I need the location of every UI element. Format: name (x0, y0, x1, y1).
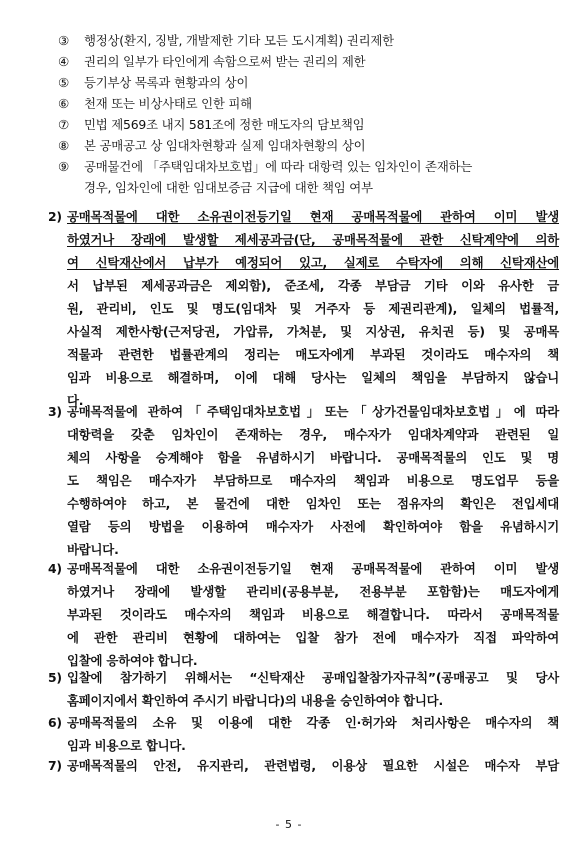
paragraph-line: 공매목적물의 안전, 유지관리, 관련법령, 이용상 필요한 시설은 매수자 부담 (67, 758, 559, 773)
list-item (58, 156, 558, 177)
paragraph-number: 3) (48, 404, 62, 419)
paragraph-line-text: 여 신탁재산에서 납부가 예정되어 있고, 실제로 수탁자에 의해 신탁재산에 (67, 255, 559, 270)
paragraph-line: 원, 관리비, 인도 및 명도(임대차 및 거주자 등 제권리관계), 일체의 법률적, (67, 301, 559, 316)
paragraph-line: 사실적 제한사항(근저당권, 가압류, 가처분, 및 지상권, 유치권 등) 및 공매목 (67, 324, 559, 339)
paragraph-line: 홈페이지에서 확인하여 주시기 바랍니다)의 내용을 승인하여야 합니다. (67, 693, 443, 708)
paragraph-line: 임과 비용으로 합니다. (67, 738, 186, 753)
item-text: 등기부상 목록과 현황과의 상이 (84, 75, 249, 90)
paragraph-line: 공매목적물의 소유 및 이용에 대한 각종 인·허가와 처리사항은 매수자의 책 (67, 715, 559, 730)
item-number: ⑤ (58, 75, 70, 90)
paragraph-line: 바랍니다. (67, 542, 119, 557)
paragraph-line (67, 274, 559, 297)
paragraph-line: 대항력을 갖춘 임차인이 존재하는 경우, 매수자가 임대차계약과 관련된 일 (67, 427, 559, 442)
paragraph-line-text: 서 납부된 제세공과금은 제외함), 준조세, 각종 부담금 기타 이와 유사한 금 (67, 278, 559, 293)
item-text: 본 공매공고 상 임대차현황과 실제 임대차현황의 상이 (84, 138, 366, 153)
paragraph-line: 하였거나 장래에 발생할 관리비(공용부분, 전용부분 포함함)는 매도자에게 (67, 584, 559, 599)
item-number: ⑥ (58, 96, 70, 111)
paragraph-line: 입찰에 참가하기 위해서는 “신탁재산 공매입찰참가자규칙”(공매공고 및 당사 (67, 670, 559, 685)
list-item (58, 51, 558, 72)
paragraph-line: 다. (67, 393, 84, 408)
item-number: ③ (58, 33, 70, 48)
paragraph-line (67, 228, 559, 251)
paragraph-line: 임과 비용으로 해결하며, 이에 대해 당사는 일체의 책임을 부담하지 않습니 (67, 370, 559, 385)
paragraph-number: 4) (48, 561, 62, 576)
paragraph-number: 5) (48, 670, 62, 685)
item-number: ⑦ (58, 117, 70, 132)
item-text-continued: 경우, 임차인에 대한 임대보증금 지급에 대한 책임 여부 (84, 180, 373, 195)
paragraph-line-text: 하였거나 장래에 발생할 제세공과금(단, 공매목적물에 관한 신탁계약에 의하 (67, 232, 559, 247)
page-number: - 5 - (275, 818, 303, 831)
item-text: 행정상(환지, 징발, 개발제한 기타 모든 도시계획) 권리제한 (84, 33, 394, 48)
item-number: ⑨ (58, 159, 70, 174)
paragraph-line: 부과된 것이라도 매수자의 책임과 비용으로 해결합니다. 따라서 공매목적물 (67, 607, 559, 622)
item-text: 천재 또는 비상사태로 인한 피해 (84, 96, 252, 111)
paragraph-line: 적물과 관련한 법률관계의 정리는 매도자에게 부과된 것이라도 매수자의 책 (67, 347, 559, 362)
paragraph-line: 공매목적물에 대한 소유권이전등기일 현재 공매목적물에 관하여 이미 발생 (67, 561, 559, 576)
paragraph-line: 도 책임은 매수자가 부담하므로 매수자의 책임과 비용으로 명도업무 등을 (67, 473, 559, 488)
paragraph-number: 2) (48, 209, 62, 224)
list-item (58, 72, 558, 93)
paragraph-number: 7) (48, 758, 62, 773)
item-text: 공매물건에 「주택임대차보호법」에 따라 대항력 있는 임차인이 존재하는 (84, 159, 473, 174)
item-number: ④ (58, 54, 70, 69)
item-number: ⑧ (58, 138, 70, 153)
paragraph-line: 체의 사항을 승계해야 함을 유념하시기 바랍니다. 공매목적물의 인도 및 명 (67, 450, 559, 465)
item-text: 권리의 일부가 타인에게 속함으로써 받는 권리의 제한 (84, 54, 366, 69)
list-item (58, 30, 558, 51)
paragraph-number: 6) (48, 715, 62, 730)
paragraph-line-text: 공매목적물에 대한 소유권이전등기일 현재 공매목적물에 관하여 이미 발생 (67, 209, 559, 224)
paragraph-line (67, 251, 559, 274)
list-item (58, 135, 558, 156)
paragraph-line: 에 관한 관리비 현황에 대하여는 입찰 참가 전에 매수자가 직접 파악하여 (67, 630, 559, 645)
paragraph-line (67, 205, 559, 228)
item-text: 민법 제569조 내지 581조에 정한 매도자의 담보책임 (84, 117, 365, 132)
sub-list (58, 30, 558, 198)
paragraph-line: 입찰에 응하여야 합니다. (67, 653, 198, 668)
list-item (58, 114, 558, 135)
paragraph-line: 수행하여야 하고, 본 물건에 대한 임차인 또는 점유자의 확인은 전입세대 (67, 496, 559, 511)
paragraph-line: 공매목적물에 관하여「주택임대차보호법」또는「상가건물임대차보호법」에 따라 (67, 404, 559, 419)
paragraph-line: 열람 등의 방법을 이용하여 매수자가 사전에 확인하여야 함을 유념하시기 (67, 519, 559, 534)
list-item (58, 93, 558, 114)
